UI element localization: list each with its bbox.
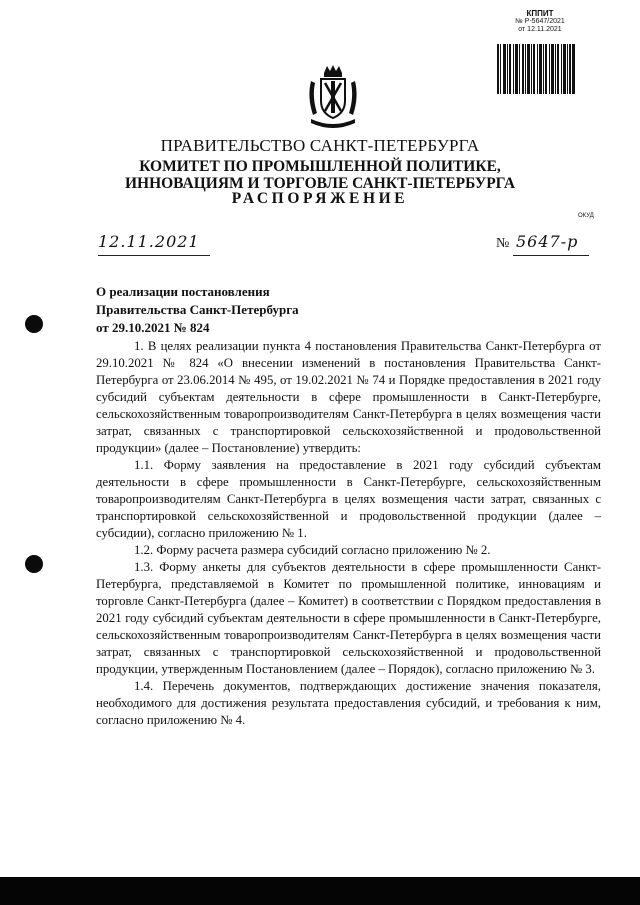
subject-line-1: О реализации постановления (96, 284, 270, 299)
okud-label: ОКУД (578, 213, 594, 219)
committee-title (0, 158, 640, 192)
order-number: 5647-р (516, 232, 579, 251)
subject-line-3: от 29.10.2021 № 824 (96, 320, 210, 335)
stamp-date: от 12.11.2021 (518, 26, 562, 33)
paragraph-1-1: 1.1. Форму заявления на предоставление в 2021 году субсидий субъектам деятельности в сфере промышленности в Санкт-Петербурге, сельскохозяйственным товаропроизводителям Санкт-Петербурга в целях возмещения части затрат, связанных с транспортировкой сельскохозяйственной и продовольственной продукции (далее – субсидии), согласно приложению № 1. (96, 458, 601, 540)
stamp-number: № Р-5647/2021 (515, 18, 565, 25)
number-label: № (496, 236, 510, 251)
date-underline (98, 255, 210, 256)
order-date: 12.11.2021 (98, 232, 200, 251)
number-underline (513, 255, 589, 256)
paragraph-1-3: 1.3. Форму анкеты для субъектов деятельности в сфере промышленности Санкт-Петербурга, представляемой в Комитет по промышленной политике, инновациям и торговле Санкт-Петербурга (далее – Комитет) в соответствии с Порядком предоставления в 2021 году субсидий субъектам деятельности в сфере промышленности в Санкт-Петербурге, сельскохозяйственным товаропроизводителям Санкт-Петербурга в целях возмещения части затрат, связанных с транспортировкой сельскохозяйственной и продовольственной продукции, утвержденным Постановлением (далее – Порядок), согласно приложению № 3. (96, 560, 601, 676)
order-type: РАСПОРЯЖЕНИЕ (231, 190, 409, 207)
registration-stamp (505, 10, 575, 34)
coat-of-arms-icon (303, 63, 363, 133)
committee-line-2: ИННОВАЦИЯМ И ТОРГОВЛЕ САНКТ-ПЕТЕРБУРГА (124, 175, 516, 192)
government-title: ПРАВИТЕЛЬСТВО САНКТ-ПЕТЕРБУРГА (160, 136, 480, 155)
paragraph-1-2: 1.2. Форму расчета размера субсидий согласно приложению № 2. (134, 543, 491, 557)
paragraph-1-4: 1.4. Перечень документов, подтверждающих достижение значения показателя, необходимого для достижения результата предоставления субсидий, и требования к ним, согласно приложению № 4. (96, 679, 601, 727)
barcode-icon (497, 44, 575, 94)
subject-line-2: Правительства Санкт-Петербурга (96, 302, 299, 317)
subject-heading (96, 283, 299, 337)
paragraph-1: 1. В целях реализации пункта 4 постановления Правительства Санкт-Петербурга от 29.10.2021 № 824 «О внесении изменений в постановления Правительства Санкт-Петербурга от 23.06.2014 № 495, от 19.02.2021 № 74 и Порядке предоставления в 2021 году субсидий субъектам деятельности в сфере промышленности в Санкт-Петербурге, сельскохозяйственным товаропроизводителям Санкт-Петербурга в целях возмещения части затрат, связанных с транспортировкой сельскохозяйственной и продовольственной продукции» (далее – Постановление) утвердить: (96, 339, 601, 455)
scan-edge (0, 877, 640, 905)
committee-line-1: КОМИТЕТ ПО ПРОМЫШЛЕННОЙ ПОЛИТИКЕ, (139, 158, 501, 175)
punch-hole (25, 315, 43, 333)
document-body (96, 338, 601, 729)
stamp-title: КППИТ (526, 9, 554, 18)
punch-hole (25, 555, 43, 573)
